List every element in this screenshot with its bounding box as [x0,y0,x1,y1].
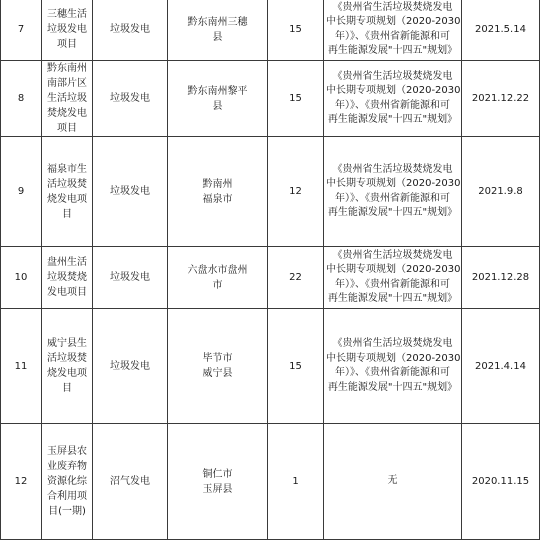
project-name-cell [42,137,93,247]
location-line: 六盘水市盘州 [187,264,248,276]
project-name-line: 活垃圾焚 [47,178,87,190]
project-name-line: 业废弃物 [47,461,87,472]
project-name-line: 盘州生活 [47,257,87,268]
table-row [1,247,540,309]
project-name-line: 威宁县生 [47,338,87,349]
date-cell: 2021.9.8 [462,137,540,247]
project-name-line: 目(一期) [48,506,86,517]
planning-basis-line: 年）》、《贵州省新能源和可 [335,367,450,378]
project-name-line: 玉屏县农 [47,446,87,457]
table-row [1,309,540,424]
table-row [1,424,540,540]
location-line: 黔东南州三穗 [187,16,248,28]
location-line: 威宁县 [202,368,233,379]
planning-basis-line: 《贵州省生活垃圾焚烧发电 [332,338,453,349]
project-name-line: 烧发电项 [47,368,87,379]
project-type-cell: 垃圾发电 [93,0,168,61]
planning-basis-line: 年）》、《贵州省新能源和可 [335,30,450,42]
planning-basis-line: 中长期专项规划（2020-2030 [326,178,461,189]
row-number-cell: 9 [1,137,42,247]
location-line: 县 [212,100,223,112]
row-number-cell: 8 [1,61,42,137]
capacity-cell: 12 [268,137,324,247]
date-cell: 2021.12.28 [462,247,540,309]
date-cell: 2020.11.15 [462,424,540,540]
project-name-line: 项目 [57,123,77,134]
location-cell [168,424,268,540]
location-line: 福泉市 [202,193,233,205]
planning-basis-line: 中长期专项规划（2020-2030 [326,16,461,27]
location-line: 铜仁市 [202,468,233,480]
planning-basis-line: 年）》、《贵州省新能源和可 [335,278,450,290]
project-name-line: 发电项目 [47,287,87,298]
location-line: 市 [212,279,223,291]
capacity-cell: 15 [268,0,324,61]
project-name-line: 资源化综 [47,476,87,487]
planning-basis-line: 中长期专项规划（2020-2030 [326,352,461,364]
location-line: 玉屏县 [202,483,233,495]
row-number-cell: 10 [1,247,42,309]
project-name-cell [42,0,93,61]
project-type-cell: 垃圾发电 [93,247,168,309]
planning-basis-line: 中长期专项规划（2020-2030 [326,85,461,96]
location-cell [168,137,268,247]
planning-basis-line: 《贵州省生活垃圾焚烧发电 [332,1,453,13]
location-cell [168,309,268,424]
project-name-line: 目 [62,383,72,394]
date-cell: 2021.5.14 [462,0,540,61]
project-name-line: 垃圾发电 [47,24,87,35]
capacity-cell: 1 [268,424,324,540]
planning-basis-line: 再生能源发展"十四五"规划》 [327,114,458,125]
table-row [1,61,540,137]
planning-basis-line: 无 [387,475,398,487]
location-cell [168,61,268,137]
planning-basis-cell [324,247,462,309]
capacity-cell: 15 [268,309,324,424]
project-type-cell: 垃圾发电 [93,309,168,424]
capacity-cell: 15 [268,61,324,137]
planning-basis-line: 再生能源发展"十四五"规划》 [327,207,458,218]
project-name-line: 合利用项 [47,491,87,502]
project-name-cell [42,247,93,309]
table-row [1,137,540,247]
project-name-cell [42,309,93,424]
planning-basis-line: 年）》、《贵州省新能源和可 [335,192,450,204]
location-line: 毕节市 [202,353,233,364]
planning-basis-line: 再生能源发展"十四五"规划》 [327,45,458,56]
project-name-line: 垃圾焚烧 [47,272,87,283]
planning-basis-line: 年）》、《贵州省新能源和可 [335,99,450,111]
project-type-cell: 垃圾发电 [93,137,168,247]
location-line: 县 [212,31,223,43]
project-name-line: 项目 [57,39,77,50]
planning-basis-line: 《贵州省生活垃圾焚烧发电 [332,249,453,261]
project-name-line: 生活垃圾 [47,93,87,104]
table-row [1,0,540,61]
row-number-cell: 11 [1,309,42,424]
row-number-cell: 7 [1,0,42,61]
planning-basis-cell [324,0,462,61]
date-cell: 2021.4.14 [462,309,540,424]
planning-basis-line: 中长期专项规划（2020-2030 [326,264,461,275]
project-name-line: 南部片区 [47,78,87,89]
row-number-cell: 12 [1,424,42,540]
project-name-line: 焚烧发电 [47,108,87,119]
project-name-line: 黔东南州 [47,63,87,74]
planning-basis-line: 《贵州省生活垃圾焚烧发电 [332,70,453,82]
capacity-cell: 22 [268,247,324,309]
date-cell: 2021.12.22 [462,61,540,137]
location-line: 黔东南州黎平 [187,85,248,97]
project-name-cell [42,61,93,137]
project-name-line: 目 [62,208,72,220]
location-cell [168,247,268,309]
planning-basis-cell [324,137,462,247]
project-name-line: 活垃圾焚 [47,353,87,364]
planning-basis-line: 再生能源发展"十四五"规划》 [327,293,458,304]
location-line: 黔南州 [202,178,233,190]
location-cell [168,0,268,61]
planning-basis-line: 《贵州省生活垃圾焚烧发电 [332,163,453,175]
project-name-cell [42,424,93,540]
project-type-cell: 沼气发电 [93,424,168,540]
project-type-cell: 垃圾发电 [93,61,168,137]
planning-basis-line: 再生能源发展"十四五"规划》 [327,381,458,393]
planning-basis-cell [324,424,462,540]
planning-basis-cell [324,309,462,424]
project-name-line: 福泉市生 [47,163,87,175]
planning-basis-cell [324,61,462,137]
project-name-line: 烧发电项 [47,193,87,205]
project-name-line: 三穗生活 [47,9,87,20]
